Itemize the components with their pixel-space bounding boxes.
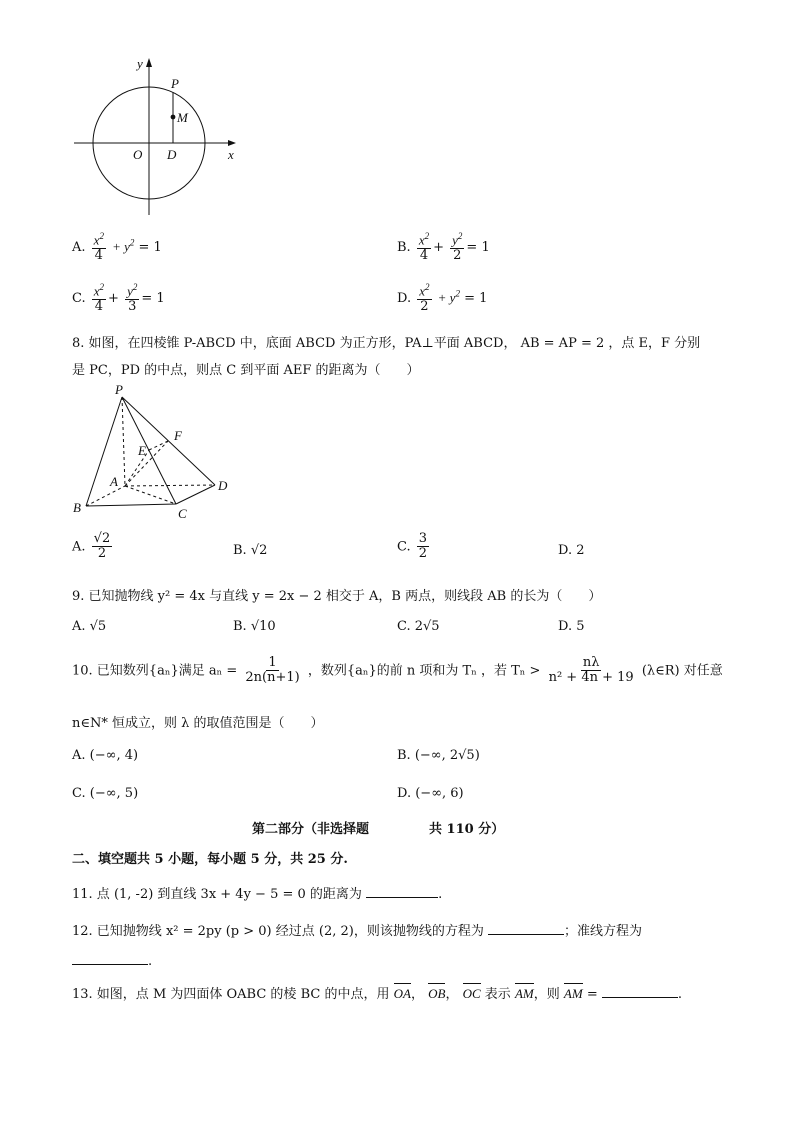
svg-text:A: A [110, 474, 118, 489]
q9-option-A[interactable]: A. √5 [72, 619, 107, 634]
x-axis-arrow [228, 140, 236, 146]
q12-line2: . [72, 952, 152, 969]
q9-option-B[interactable]: B. √10 [233, 619, 276, 634]
q9-stem: 9. 已知抛物线 y² = 4x 与直线 y = 2x − 2 相交于 A，B 两点，则线段 AB 的长为（ ） [72, 589, 602, 604]
q7-option-C[interactable]: C. $\frac{x^2}{4}$ + $\frac{y^2}{3}$ = 1 [72, 282, 165, 314]
q8-stem-line2: 是 PC，PD 的中点，则点 C 到平面 AEF 的距离为（ ） [72, 363, 420, 378]
label-y: y [137, 56, 143, 71]
q10-option-C[interactable]: C. (−∞, 5) [72, 786, 139, 801]
q9-option-D[interactable]: D. 5 [558, 619, 585, 634]
q12-answer-blank-2[interactable] [72, 952, 148, 965]
svg-text:F: F [174, 428, 182, 443]
svg-text:C: C [178, 506, 187, 521]
svg-text:E: E [138, 443, 146, 458]
label-x: x [228, 147, 234, 162]
vector-AM: AM [514, 986, 534, 1001]
pyramid-figure [70, 380, 240, 525]
label-P: P [171, 76, 179, 91]
q7-option-A[interactable]: A. $\frac{x^2}{4}$ + $y^2 = 1$ [72, 231, 162, 263]
q8-option-A[interactable]: A. $\frac{√2}{2}$ [72, 531, 111, 562]
svg-text:D: D [218, 478, 228, 493]
vector-OA: OA [393, 986, 411, 1001]
q11-stem: 11. 点 (1, -2) 到直线 3x + 4y − 5 = 0 的距离为 . [72, 887, 443, 902]
q9-option-C[interactable]: C. 2√5 [397, 619, 440, 634]
svg-text:B: B [73, 500, 81, 515]
q12-answer-blank-1[interactable] [488, 922, 564, 935]
q10-option-D[interactable]: D. (−∞, 6) [397, 786, 464, 801]
section2-heading: 二、填空题共 5 小题，每小题 5 分，共 25 分. [72, 852, 348, 867]
part2-title: 第二部分（非选择题 共 110 分） [252, 822, 505, 837]
q11-answer-blank[interactable] [366, 885, 438, 898]
q13-stem: 13. 如图，点 M 为四面体 OABC 的棱 BC 的中点，用 OA， OB， OC 表示 AM，则 AM = . [72, 986, 682, 1002]
point-M [171, 115, 176, 120]
vector-AM-2: AM [563, 986, 583, 1001]
q8-option-B[interactable]: B. √2 [233, 543, 268, 558]
q8-option-C[interactable]: C. $\frac{3}{2}$ [397, 531, 428, 562]
q12-stem: 12. 已知抛物线 x² = 2py (p > 0) 经过点 (2, 2)，则该抛物线的方程为 ；准线方程为 [72, 924, 642, 939]
q10-stem-line1: 10. 已知数列{aₙ}满足 aₙ = $\frac{1}{2n(n+1)}$ ，数列{aₙ}的前 n 项和为 Tₙ ，若 Tₙ > $\frac{n\lambda}{\text{n² + 4n + 19}}$ (λ∈R) 对任意 [72, 655, 723, 686]
q7-option-D[interactable]: D. $\frac{x^2}{2}$ + $y^2 = 1$ [397, 282, 488, 314]
label-M: M [177, 110, 188, 125]
y-axis-arrow [146, 58, 152, 67]
q8-option-D[interactable]: D. 2 [558, 543, 585, 558]
vector-OC: OC [462, 986, 481, 1001]
circle-figure [70, 55, 250, 225]
label-O: O [133, 147, 143, 162]
vector-OB: OB [428, 986, 446, 1001]
q10-option-A[interactable]: A. (−∞, 4) [72, 748, 139, 763]
svg-text:P: P [115, 382, 123, 397]
label-D: D [167, 147, 177, 162]
q10-option-B[interactable]: B. (−∞, 2√5) [397, 748, 480, 763]
q7-option-B[interactable]: B. $\frac{x^2}{4}$ + $\frac{y^2}{2}$ = 1 [397, 231, 490, 263]
q13-answer-blank[interactable] [602, 985, 678, 998]
q8-stem-line1: 8. 如图，在四棱锥 P-ABCD 中，底面 ABCD 为正方形，PA⊥平面 ABCD， AB = AP = 2 ，点 E，F 分别 [72, 336, 701, 351]
q10-stem-line2: n∈N* 恒成立，则 λ 的取值范围是（ ） [72, 716, 324, 731]
